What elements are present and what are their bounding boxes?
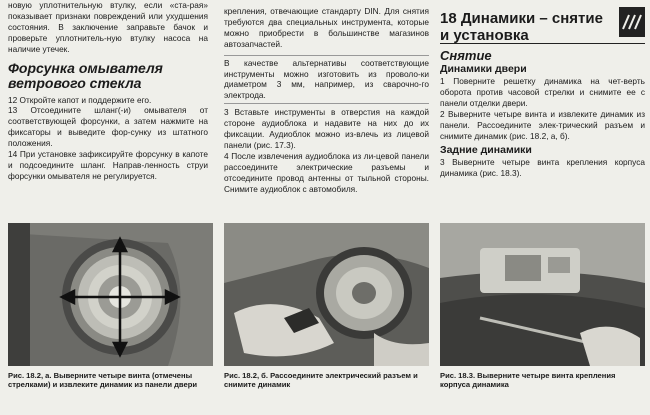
step-14: 14 При установке зафиксируйте форсунку в капоте и подсоедините шланг. Направ-ленность струи форсунки омывателя не регулируется. [8,149,208,181]
subheading-rear-speakers: Задние динамики [440,144,532,157]
step-3: 3 Выверните четыре винта крепления корпуса динамика (рис. 18.3). [440,157,645,179]
photo-rear-speaker [440,223,645,366]
photo-speaker-connector [224,223,429,366]
step-2: 2 Выверните четыре винта и извлеките динамик из панели. Рассоедините элек-трический разъем и снимите динамик (рис. 18.2, а, б). [440,108,645,141]
figure-caption-18-3: Рис. 18.3. Выверните четыре винта крепления корпуса динамика [440,371,616,390]
intro-paragraph: крепления, отвечающие стандарту DIN. Для снятия требуются два специальных инструмента, которые можно приобрести в большинстве магазинов автозапчастей. [224,6,429,49]
column-left [8,0,208,182]
column-middle [224,0,429,195]
figure-caption-18-2b: Рис. 18.2, б. Рассоедините электрический разъем и снимите динамик [224,371,418,390]
step-1: 1 Поверните решетку динамика на чет-верть оборота против часовой стрелки и снимите ее с панели отделки двери. [440,76,645,108]
step-12: 12 Откройте капот и поддержите его. [8,94,152,105]
chapter-marker-icon [619,7,645,37]
subheading-door-speakers: Динамики двери [440,63,527,75]
figure-caption-18-2a: Рис. 18.2, а. Выверните четыре винта (отмечены стрелками) и извлеките динамик из панели двери [8,371,198,390]
section-heading-washer-nozzle: Форсунка омывателя ветрового стекла [8,59,163,91]
chapter-title: 18 Динамики – снятие и установка [440,10,603,44]
column-right [440,46,645,179]
step-13: 13 Отсоедините шланг(-и) омывателя от соответствующей форсунки, а затем нажмите на фиксаторы и выведите фор-сунку из штатного положения. [8,105,208,149]
step-3: 3 Вставьте инструменты в отверстия на каждой стороне аудиоблока и надавите на них до их фиксации. Аудиоблок можно из-влечь из лицевой панели (рис. 17.3). [224,107,429,150]
intro-paragraph: новую уплотнительную втулку, если «ста-рая» показывает признаки повреждений или ухудшения состояния. В заключение заправьте бачок и проверьте уплотнитель-ную втулку насоса на наличие утечек. [8,0,208,54]
step-4: 4 После извлечения аудиоблока из ли-цевой панели рассоедините электрические разъемы и отсоедините провод антенны от тыльной стороны. Снимите аудиоблок с автомобиля. [224,150,429,194]
tip-note: В качестве альтернативы соответствующие инструменты можно изготовить из проволо-ки диаметром 3 мм, например, из сварочно-го электрода. [224,55,429,105]
chapter-header [440,3,645,44]
section-heading-removal: Снятие [440,48,492,63]
photo-door-speaker [8,223,213,366]
